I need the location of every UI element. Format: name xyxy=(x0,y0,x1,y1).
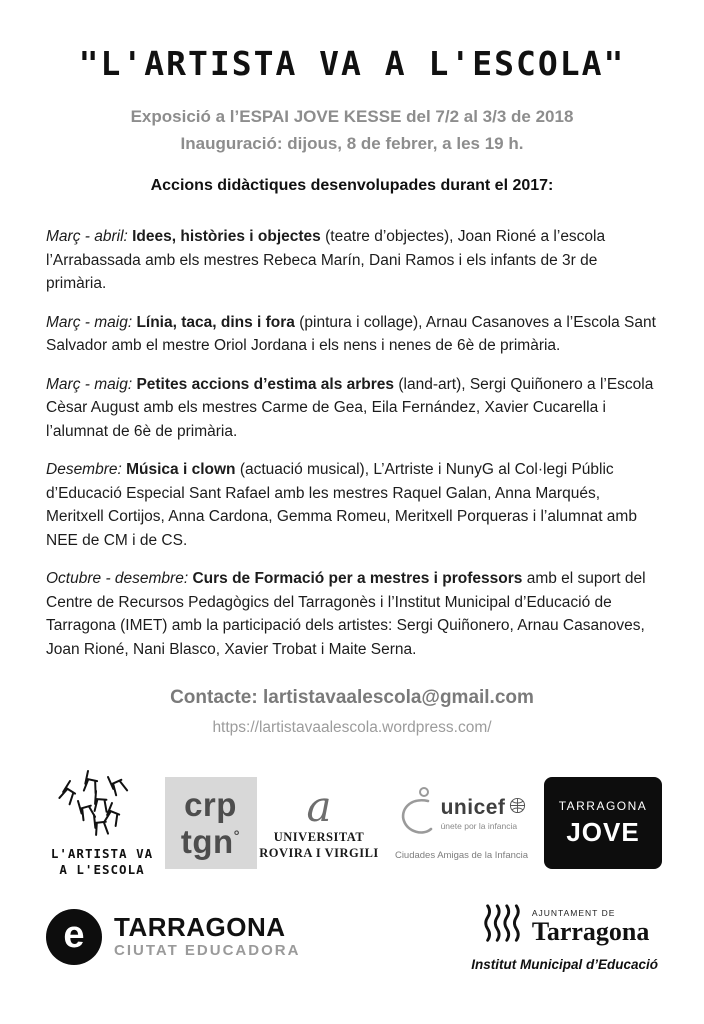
unicef-wordmark: unicef xyxy=(440,796,506,819)
activity-paragraph-2 xyxy=(46,311,658,358)
activity-name: Música i clown xyxy=(126,461,236,478)
poster-title: "L'ARTISTA VA A L'ESCOLA" xyxy=(78,44,626,83)
activity-description: (pintura i collage), Arnau Casanoves a l’Escola Sant Salvador amb el mestre Oriol Jordana i els nens i nenes de 6è de primària. xyxy=(46,313,656,354)
crp-logo-line1: crp xyxy=(184,785,237,823)
educadora-subtitle: CIUTAT EDUCADORA xyxy=(114,942,301,959)
activity-description: (teatre d’objectes), Joan Rioné a l’escola l’Arrabassada amb els mestres Rebeca Marín, Dani Ramos i els infants de 3r de primària. xyxy=(46,228,606,292)
artista-va-a-lescola-logo xyxy=(42,769,162,878)
partner-logos-row xyxy=(42,763,662,883)
educadora-e-icon: e xyxy=(46,909,102,965)
crp-logo-line2: tgn° xyxy=(180,822,241,860)
urv-script-a-icon: a xyxy=(306,782,332,831)
contact-email[interactable]: Contacte: lartistavaalescola@gmail.com xyxy=(170,687,534,708)
activity-period: Març - maig: xyxy=(46,375,137,393)
tarragona-ciutat-educadora-logo xyxy=(46,909,300,965)
artista-logo-text-line1: L'ARTISTA VA xyxy=(50,845,154,861)
ajuntament-small-text: AJUNTAMENT DE xyxy=(531,907,616,918)
activity-description: (actuació musical), L’Artriste i NunyG al Col·legi Públic d’Educació Especial Sant Rafael amb les mestres Raquel Galan, Anna Marqués, Meritxell Cortijos, Anna Cardona, Gemma Romeu, Meritxell Porqueras i l’alumnat amb NEE de CM i de CS. xyxy=(46,461,637,549)
ajuntament-tarragona-logo xyxy=(471,902,658,972)
unicef-tagline: únete por la infancia xyxy=(440,821,518,831)
activity-description: (land-art), Sergi Quiñonero a l’Escola Cèsar August amb els mestres Carme de Gea, Eila Fernández, Xavier Cucarella i l’alumnat de 6è de primària. xyxy=(46,375,654,440)
activity-period: Març - maig: xyxy=(46,313,137,331)
tarragona-jove-line1: TARRAGONA xyxy=(558,798,648,813)
inauguration-line: Inauguració: dijous, 8 de febrer, a les 19 h. xyxy=(180,134,524,153)
stacked-chairs-icon xyxy=(52,769,152,846)
unicef-child-icon xyxy=(397,785,435,842)
activity-paragraph-4 xyxy=(46,458,658,552)
activity-name: Petites accions d’estima als arbres xyxy=(136,375,395,393)
educadora-name: TARRAGONA xyxy=(114,912,286,942)
activity-paragraph-5 xyxy=(46,567,658,661)
activity-name: Idees, històries i objectes xyxy=(132,228,321,245)
blog-url-link[interactable]: https://lartistavaalescola.wordpress.com/ xyxy=(212,719,492,736)
activity-period: Desembre: xyxy=(46,461,127,478)
activity-name: Línia, taca, dins i fora xyxy=(136,313,295,331)
activities-list xyxy=(42,225,662,661)
crp-degree-mark: ° xyxy=(233,827,241,845)
activity-period: Octubre - desembre: xyxy=(46,570,193,587)
activity-paragraph-1 xyxy=(46,225,658,296)
tarragona-jove-logo xyxy=(544,777,662,869)
unicef-logo xyxy=(382,785,542,861)
institution-logos-row xyxy=(42,895,662,979)
activity-paragraph-3 xyxy=(46,373,658,444)
urv-logo-line1: UNIVERSITAT xyxy=(273,830,365,844)
tarragona-jove-line2: JOVE xyxy=(566,816,640,847)
artista-logo-text-line2: A L'ESCOLA xyxy=(59,861,145,877)
ajuntament-shield-icon xyxy=(480,902,524,951)
crp-tgn-logo xyxy=(165,777,257,869)
urv-logo xyxy=(259,782,379,861)
ajuntament-name: Tarragona xyxy=(531,916,650,946)
unicef-subtitle: Ciudades Amigas de la Infancia xyxy=(394,850,529,861)
activity-period: Març - abril: xyxy=(46,228,133,245)
activity-name: Curs de Formació per a mestres i professors xyxy=(192,570,523,587)
section-heading: Accions didàctiques desenvolupades durant el 2017: xyxy=(150,177,554,194)
ajuntament-subtitle: Institut Municipal d’Educació xyxy=(471,957,658,972)
expo-dates-line: Exposició a l’ESPAI JOVE KESSE del 7/2 al 3/3 de 2018 xyxy=(130,107,574,126)
activity-description: amb el suport del Centre de Recursos Pedagògics del Tarragonès i l’Institut Municipal d’Educació de Tarragona (IMET) amb la participació dels artistes: Sergi Quiñonero, Arnau Casanoves, Joan Rioné, Nani Blasco, Xavier Trobat i Maite Serna. xyxy=(46,570,646,658)
urv-logo-line2: ROVIRA I VIRGILI xyxy=(259,846,379,860)
unicef-globe-icon xyxy=(509,797,526,819)
